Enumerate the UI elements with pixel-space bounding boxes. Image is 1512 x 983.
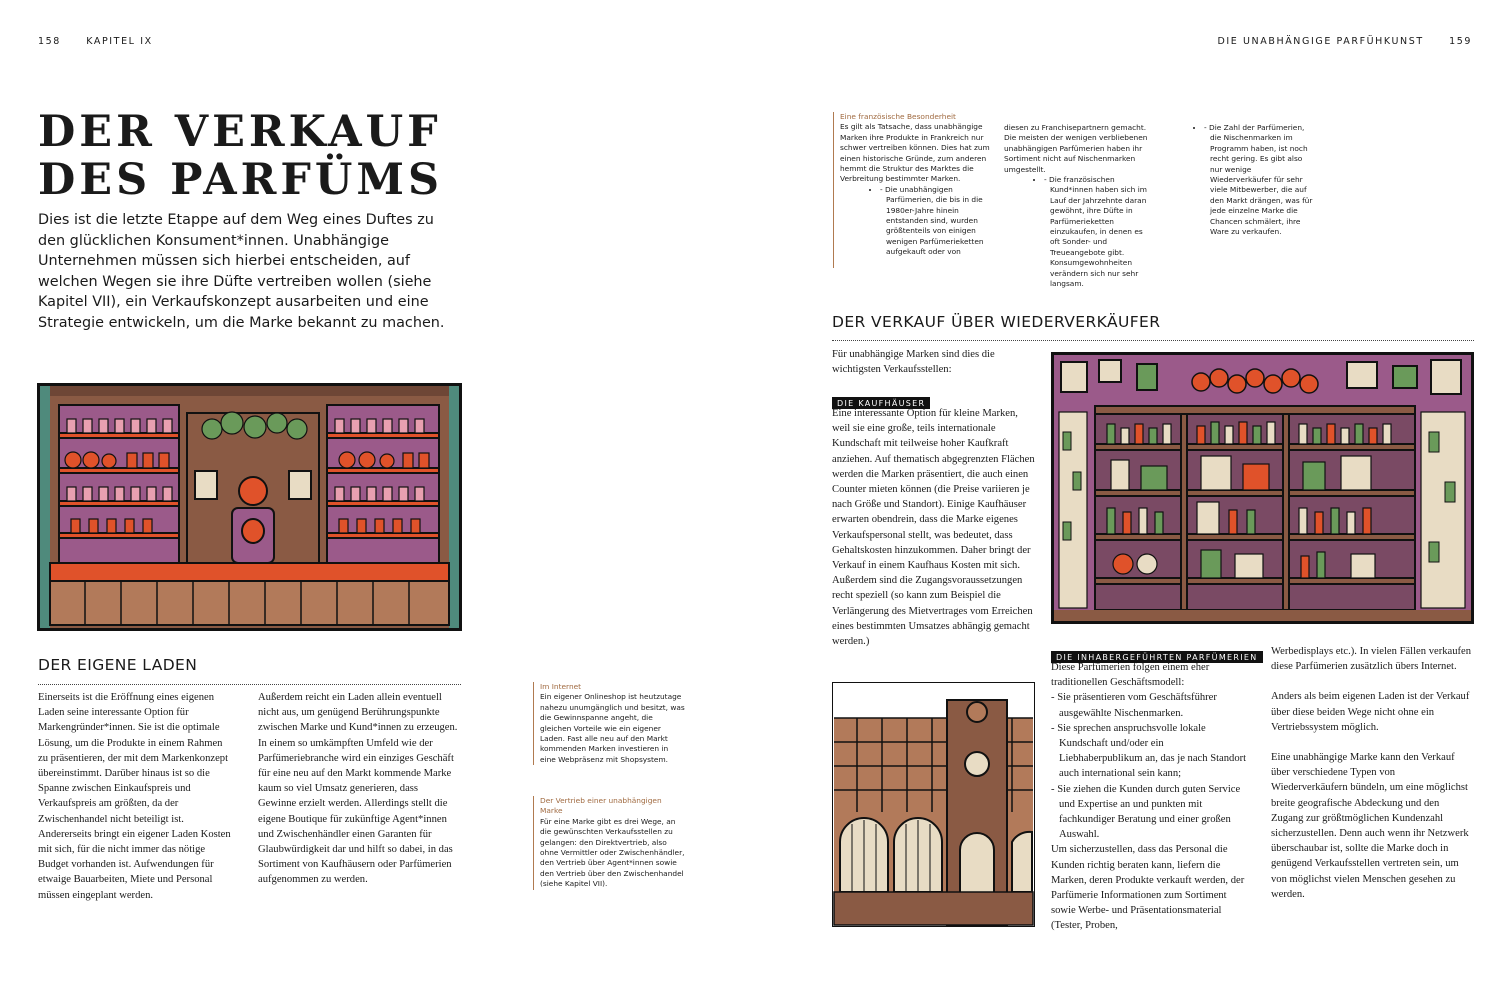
tag-inhaber-label: DIE INHABERGEFÜHRTEN PARFÜMERIEN	[1051, 651, 1263, 663]
eigener-laden-col-1: Einerseits ist die Eröffnung eines eigenen Laden seine interessante Option für Markengründer*innen. Sie ist die optimale Lösung, um die Produkte in einem Rahmen zu präsentieren, der mit dem Markenkonzept übereinstimmt. Darüber hinaus ist so die Spanne zwischen Einkaufspreis und Verkaufspreis am größten, da der Zwischenhandel nicht beteiligt ist. Andererseits bringt ein eigener Laden Kosten mit sich, für die nicht immer das nötige Budget vorhanden ist. Aufwendungen für etwaige Bauarbeiten, Miete und Personal müssen eingeplant werden.	[38, 692, 231, 901]
running-header-right	[1217, 36, 1472, 47]
chapter-label-left: KAPITEL IX	[86, 36, 153, 47]
wiederverkaeufer-intro: Für unabhängige Marken sind dies die wichtigsten Verkaufsstellen:	[832, 349, 995, 376]
sidebar-vertrieb-title: Der Vertrieb einer unabhängigen Marke	[540, 796, 662, 816]
inhaber-bullet-1: - Sie präsentieren vom Geschäftsführer ausgewählte Nischenmarken.	[1051, 690, 1247, 720]
inhaber-column	[1051, 660, 1247, 934]
right-col-para-1: Werbedisplays etc.). In vielen Fällen verkaufen diese Parfümerien zusätzlich übers Internet.	[1271, 646, 1472, 673]
right-col-para-2: Anders als beim eigenen Laden ist der Verkauf über diese beiden Wege nicht ohne ein Vertriebssystem möglich.	[1271, 691, 1470, 733]
sidebar-vertrieb	[533, 796, 686, 890]
besonderheit-title: Eine französische Besonderheit	[840, 112, 956, 121]
page-title	[38, 108, 443, 204]
section-divider	[832, 340, 1474, 341]
shop-illustration	[37, 383, 462, 631]
sidebar-internet-text: Ein eigener Onlineshop ist heutzutage nahezu unumgänglich und besitzt, was die Gewinnspanne angeht, die gleichen Vorteile wie ein eigener Laden. Fast alle neu auf den Markt kommenden Marken investieren in eine Webpräsenz mit Shopsystem.	[540, 692, 685, 764]
section-heading-eigener-laden: DER EIGENE LADEN	[38, 656, 198, 674]
sidebar-internet-title: Im Internet	[540, 682, 582, 691]
besonderheit-bullet-2: - • Die französischen Kund*innen haben sich im Lauf der Jahrzehnte daran gewöhnt, ihre Düfte in Parfümerieketten einzukaufen, in denen es oft Sonder- und Treueangebote gibt. Konsumgewohnheiten verändern sich nur sehr langsam.	[1044, 175, 1152, 289]
besonderheit-bullet-1: - • Die unabhängigen Parfümerien, die bis in die 1980er-Jahre hinein entstanden sind, wurden größtenteils von einigen wenigen Parfümerieketten aufgekauft oder von	[880, 185, 990, 258]
besonderheit-col-1	[833, 112, 990, 268]
building-illustration	[832, 682, 1035, 927]
inhaber-intro: Diese Parfümerien folgen einem eher traditionellen Geschäftsmodell:	[1051, 662, 1210, 689]
chapter-label-right: DIE UNABHÄNGIGE PARFÜHKUNST	[1217, 36, 1424, 47]
besonderheit-col-2	[1004, 123, 1152, 290]
running-header-left	[38, 36, 153, 47]
section-heading-wiederverkaeufer: DER VERKAUF ÜBER WIEDERVERKÄUFER	[832, 313, 1161, 331]
besonderheit-col-2-text: diesen zu Franchisepartnern gemacht. Die meisten der wenigen verbliebenen unabhängigen Parfümerien haben ihr Sortiment nicht auf Nischenmarken umgestellt.	[1004, 123, 1148, 174]
right-column	[1271, 644, 1474, 902]
besonderheit-col-3	[1164, 123, 1314, 237]
sidebar-vertrieb-text: Für eine Marke gibt es drei Wege, an die gewünschten Verkaufsstellen zu gelangen: den Direktvertrieb, also ohne Vermittler oder Zwischenhändler, den Vertrieb über Agent*innen sowie den Vertrieb über den Zwischenhandel (siehe Kapitel VII).	[540, 816, 685, 889]
title-line-1: DER VERKAUF	[38, 107, 442, 157]
department-store-illustration	[1051, 352, 1474, 624]
intro-paragraph: Dies ist die letzte Etappe auf dem Weg eines Duftes zu den glücklichen Konsument*innen. Unabhängige Unternehmen müssen sich hierbei entscheiden, auf welchen Wegen sie ihre Düfte vertreiben wollen (siehe Kapitel VII), ein Verkaufskonzept ausarbeiten und eine Strategie entwickeln, um die Marke bekannt zu machen.	[38, 212, 445, 331]
section-divider	[38, 684, 461, 685]
inhaber-bullet-2: - Sie sprechen anspruchsvolle lokale Kundschaft und/oder ein Liebhaberpublikum an, das je nach Standort auch international sein kann;	[1051, 721, 1247, 782]
sidebar-internet	[533, 682, 686, 765]
besonderheit-col-1-text: Es gilt als Tatsache, dass unabhängige Marken ihre Produkte in Frankreich nur schwer vertreiben können. Dies hat zum einen historische Gründe, zum anderen hemmt die Struktur des Marktes die Verbreitung bestimmter Marken.	[840, 122, 990, 184]
right-col-para-3: Eine unabhängige Marke kann den Verkauf über verschiedene Typen von Wiederverkäufern bündeln, um eine möglichst breite geografische Abdeckung und den Zugang zur größtmöglichen Kundenzahl sicherzustellen. Denn auch wenn ihr Netzwerk überschaubar ist, sollte die Marke doch in genügend Verkaufsstellen vertreten sein, um von möglichst vielen Menschen gesehen zu werden.	[1271, 752, 1469, 900]
page-number-left: 158	[38, 36, 61, 47]
tag-kaufhaeuser-label: DIE KAUFHÄUSER	[832, 397, 930, 409]
title-line-2: DES PARFÜMS	[38, 155, 444, 205]
besonderheit-bullet-3: - • Die Zahl der Parfümerien, die Nischenmarken im Programm haben, ist noch recht gering. Es gibt also nur wenige Wiederverkäufer für sehr viele Mitbewerber, die auf den Markt drängen, was für jede einzelne Marke die Chancen schmälert, ihre Ware zu verkaufen.	[1204, 123, 1314, 237]
eigener-laden-col-2: Außerdem reicht ein Laden allein eventuell nicht aus, um genügend Berührungspunkte zwischen Marke und Kund*innen zu erzeugen. In einem so umkämpften Umfeld wie der Parfümeriebranche wird ein einziges Geschäft für eine neu auf den Markt kommende Marke kaum so viel Umsatz generieren, dass Gewinne erzielt werden. Allerdings stellt die eigene Boutique für zukünftige Agent*innen und Zwischenhändler einen Garanten für Glaubwürdigkeit dar und hilft so dabei, in das Sortiment von Kaufhäusern oder Parfümerien aufgenommen zu werden.	[258, 692, 458, 886]
page-number-right: 159	[1449, 36, 1472, 47]
inhaber-after: Um sicherzustellen, dass das Personal die Kunden richtig beraten kann, liefern die Marken, deren Produkte verkauft werden, der Parfümerie Informationen zum Sortiment sowie Werbe- und Präsentationsmaterial (Tester, Proben,	[1051, 844, 1245, 932]
kaufhaeuser-text: Eine interessante Option für kleine Marken, weil sie eine große, teils internationale Kundschaft mit teilweise hoher Kaufkraft anziehen. Auf thematisch abgegrenzten Flächen werden die Marken präsentiert, die auch einen Counter mieten können (die Preise variieren je nach Größe und Standort). Einige Kaufhäuser erwarten obendrein, dass die Marke eigenes Verkaufspersonal stellt, was bedeutet, dass Gehaltskosten hinzukommen. Daher bringt der Verkauf in einem Kaufhaus Kosten mit sich. Außerdem sind die Zugangsvoraussetzungen recht speziell (so kann zum Beispiel die Verlängerung des Mietvertrages vom Erreichen eines bestimmten Umsatzes abhängig gemacht werden.)	[832, 408, 1035, 648]
inhaber-bullet-3: - Sie ziehen die Kunden durch guten Service und Expertise an und punkten mit fachkundiger Beratung und einer großen Auswahl.	[1051, 782, 1247, 843]
